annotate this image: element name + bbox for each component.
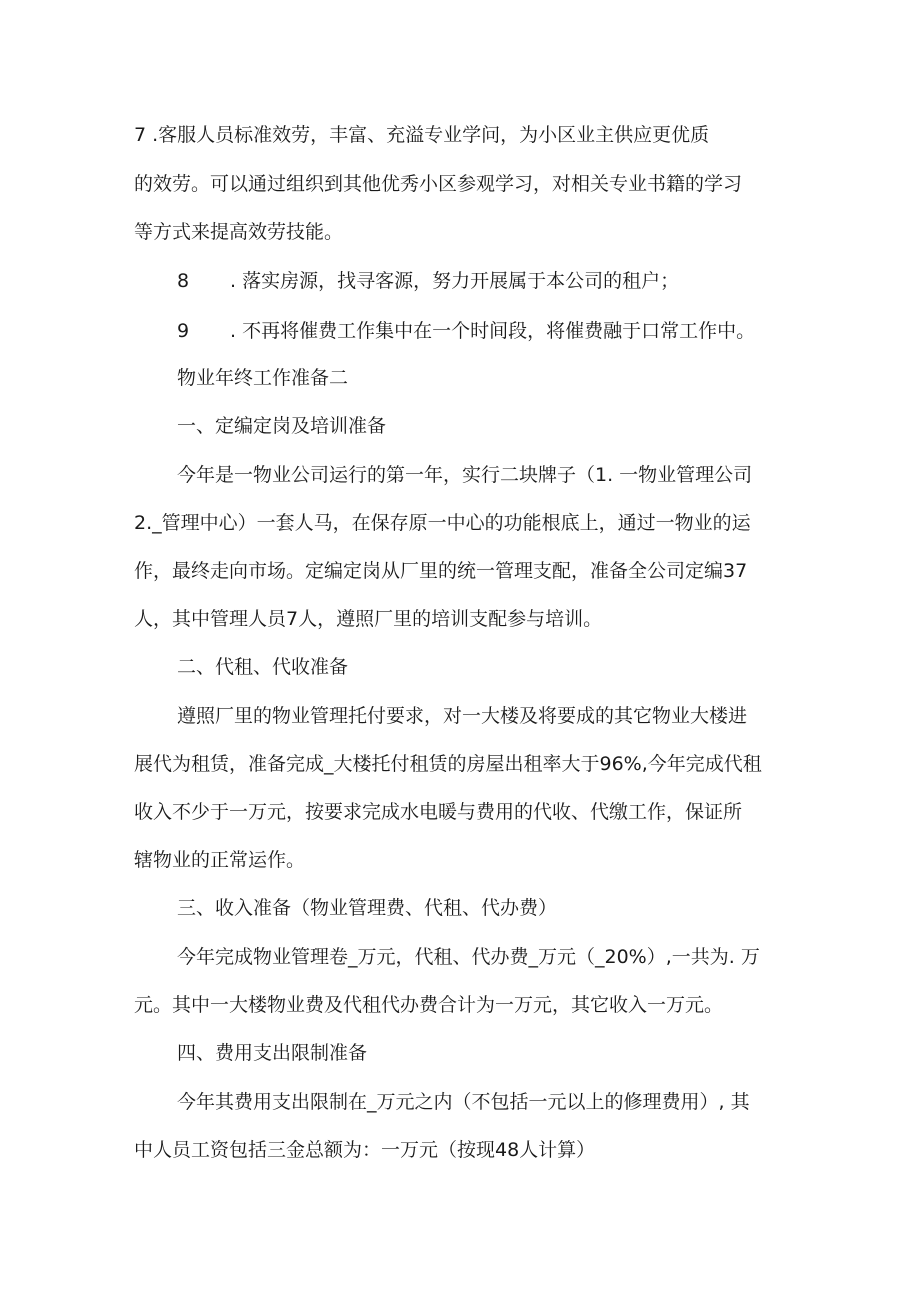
section-3-line-1: 今年完成物业管理卷_万元，代租、代办费_万元（_20%）,一共为. 万 [177,946,760,968]
section-1-line-3: 作，最终走向市场。定编定岗从厂里的统一管理支配，准备全公司定编37 [134,560,748,582]
section-4-heading: 四、费用支出限制准备 [177,1042,368,1064]
item-8-text: . 落实房源，找寻客源，努力开展属于本公司的租户； [230,270,680,292]
item-7-line-1: 7 .客服人员标准效劳，丰富、充溢专业学问，为小区业主供应更优质 [134,124,710,146]
section-3-heading: 三、收入准备（物业管理费、代租、代办费） [177,897,558,919]
section-2-line-4: 辖物业的正常运作。 [134,849,306,871]
item-7-line-2: 的效劳。可以通过组织到其他优秀小区参观学习，对相关专业书籍的学习 [134,173,743,195]
item-7-line-3: 等方式来提高效劳技能。 [134,221,344,243]
item-8-number: 8 [177,270,190,292]
section-1-line-2: 2._管理中心）一套人马，在保存原一中心的功能根底上，通过一物业的运 [134,512,751,534]
section-1-heading: 一、定编定岗及培训准备 [177,415,387,437]
section-1-line-4: 人，其中管理人员7人，遵照厂里的培训支配参与培训。 [134,608,603,630]
item-9-text: . 不再将催费工作集中在一个时间段，将催费融于口常工作中。 [230,320,756,342]
section-1-line-1: 今年是一物业公司运行的第一年，实行二块牌子（1. 一物业管理公司 [177,464,753,486]
section-title: 物业年终工作准备二 [177,367,349,389]
section-2-line-1: 遵照厂里的物业管理托付要求，对一大楼及将要成的其它物业大楼进 [177,705,748,727]
section-2-line-2: 展代为租赁，准备完成_大楼托付租赁的房屋出租率大于96%,今年完成代租 [134,753,762,775]
item-9-number: 9 [177,320,190,342]
section-2-heading: 二、代租、代收准备 [177,656,349,678]
section-2-line-3: 收入不少于一万元，按要求完成水电暖与费用的代收、代缴工作，保证所 [134,801,743,823]
section-4-line-2: 中人员工资包括三金总额为：一万元（按现48人计算） [134,1139,596,1161]
section-3-line-2: 元。其中一大楼物业费及代租代办费合计为一万元，其它收入一万元。 [134,994,724,1016]
section-4-line-1: 今年其费用支出限制在_万元之内（不包括一元以上的修理费用）, 其 [177,1091,750,1113]
